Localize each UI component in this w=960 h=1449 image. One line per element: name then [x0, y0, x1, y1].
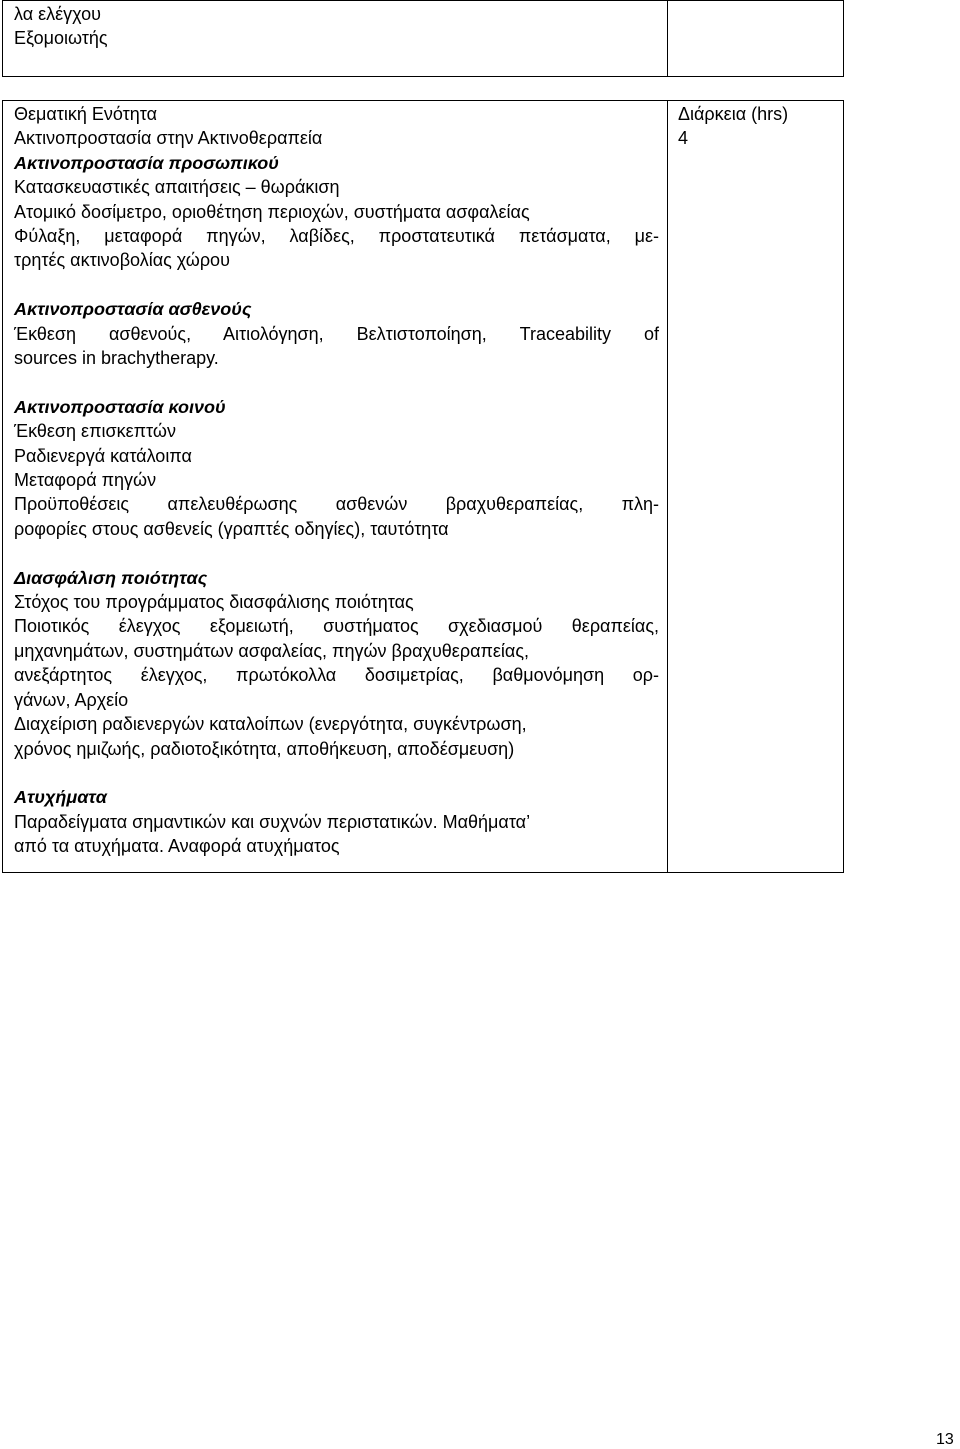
- top-left-cell: [2, 0, 668, 77]
- duration-text: [678, 102, 788, 151]
- section-staff-line: Φύλαξη, μεταφορά πηγών, λαβίδες, προστατευτικά πετάσματα, με-: [14, 226, 659, 247]
- top-left-cell-text: [14, 2, 659, 51]
- section-staff-line: Κατασκευαστικές απαιτήσεις – θωράκιση: [14, 177, 340, 198]
- header-line-2: Εξομοιωτής: [14, 28, 108, 49]
- section-qa-line: μηχανημάτων, συστημάτων ασφαλείας, πηγών βραχυθεραπείας,: [14, 640, 530, 661]
- section-staff-heading: Ακτινοπροστασία προσωπικού: [14, 152, 279, 173]
- section-qa-line: Στόχος του προγράμματος διασφάλισης ποιότητας: [14, 592, 414, 613]
- section-staff-line: τρητές ακτινοβολίας χώρου: [14, 250, 230, 271]
- page-number: 13: [936, 1431, 954, 1448]
- section-accidents-heading: Ατυχήματα: [14, 787, 107, 808]
- duration-value: 4: [678, 128, 689, 149]
- duration-label: Διάρκεια (hrs): [678, 104, 789, 124]
- section-qa-line: χρόνος ημιζωής, ραδιοτοξικότητα, αποθήκευση, αποδέσμευση): [14, 738, 515, 759]
- section-public-line: Ραδιενεργά κατάλοιπα: [14, 445, 192, 466]
- duration-cell: [667, 100, 844, 873]
- topics-cell: [2, 100, 668, 873]
- header-line-1: λα ελέγχου: [14, 4, 102, 24]
- section-staff-line: Ατομικό δοσίμετρο, οριοθέτηση περιοχών, συστήματα ασφαλείας: [14, 201, 530, 222]
- section-qa-heading: Διασφάλιση ποιότητας: [14, 567, 208, 588]
- spacer: [14, 370, 659, 394]
- spacer: [14, 761, 659, 785]
- section-patient-line: sources in brachytherapy.: [14, 348, 219, 369]
- section-patient-heading: Ακτινοπροστασία ασθενούς: [14, 299, 252, 320]
- section-patient-line: Έκθεση ασθενούς, Αιτιολόγηση, Βελτιστοποίηση, Traceability of: [14, 323, 659, 344]
- spacer: [14, 273, 659, 297]
- top-right-cell: [667, 0, 844, 77]
- section-public-heading: Ακτινοπροστασία κοινού: [14, 396, 226, 417]
- thematic-unit-label: Θεματική Ενότητα: [14, 104, 158, 124]
- section-public-line: Έκθεση επισκεπτών: [14, 421, 176, 442]
- section-qa-line: Ποιοτικός έλεγχος εξομειωτή, συστήματος σχεδιασμού θεραπείας,: [14, 616, 659, 637]
- section-accidents-line: από τα ατυχήματα. Αναφορά ατυχήματος: [14, 836, 340, 857]
- module-title: Ακτινοπροστασία στην Ακτινοθεραπεία: [14, 128, 323, 149]
- section-public-line: Μεταφορά πηγών: [14, 470, 157, 491]
- section-public-line: ροφορίες στους ασθενείς (γραπτές οδηγίες), ταυτότητα: [14, 518, 449, 539]
- section-accidents-line: Παραδείγματα σημαντικών και συχνών περιστατικών. Μαθήματα’: [14, 811, 531, 832]
- section-public-line: Προϋποθέσεις απελευθέρωσης ασθενών βραχυθεραπείας, πλη-: [14, 494, 659, 515]
- topics-text: [14, 102, 659, 859]
- section-qa-line: ανεξάρτητος έλεγχος, πρωτόκολλα δοσιμετρίας, βαθμονόμηση ορ-: [14, 665, 659, 686]
- spacer: [14, 541, 659, 565]
- section-qa-line: Διαχείριση ραδιενεργών καταλοίπων (ενεργότητα, συγκέντρωση,: [14, 714, 527, 735]
- section-qa-line: γάνων, Αρχείο: [14, 689, 129, 710]
